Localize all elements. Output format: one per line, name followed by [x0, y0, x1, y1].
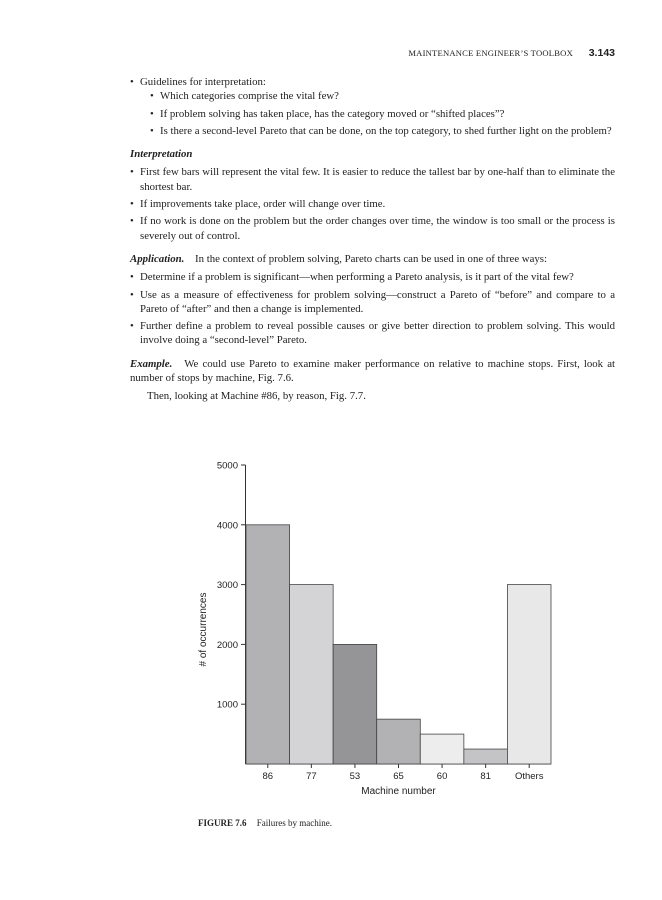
- y-tick-label: 4000: [216, 520, 238, 532]
- list-item: • Is there a second-level Pareto that can be done, on the top category, to shed further light on the problem?: [150, 124, 615, 138]
- y-tick-label: 3000: [216, 580, 238, 592]
- list-item: • First few bars will represent the vital few. It is easier to reduce the tallest bar by one-half than to eliminate the shortest bar.: [130, 165, 615, 194]
- interpretation-list: [130, 165, 615, 242]
- example-text: We could use Pareto to examine maker performance on relative to machine stops. First, look at number of stops by machine, Fig. 7.6.: [130, 357, 615, 385]
- bar-65: [377, 719, 421, 764]
- x-tick-label: 86: [262, 771, 274, 782]
- figure-caption: [198, 818, 332, 828]
- pareto-chart: [180, 455, 580, 805]
- application-text: In the context of problem solving, Pareto charts can be used in one of three ways:: [195, 252, 547, 265]
- list-item: • Further define a problem to reveal possible causes or give better direction to problem solving. This would involve doing a “second-level” Pareto.: [130, 319, 615, 348]
- example-label: Example.: [130, 357, 173, 370]
- figure-label: FIGURE 7.6: [198, 818, 247, 828]
- x-axis-title: Machine number: [361, 786, 436, 797]
- bar-86: [246, 525, 290, 764]
- figure-caption-text: Failures by machine.: [256, 818, 332, 828]
- y-tick-label: 5000: [216, 460, 238, 472]
- application-list: [130, 270, 615, 347]
- list-item: • If problem solving has taken place, has the category moved or “shifted places”?: [150, 107, 615, 121]
- bar-81: [464, 749, 508, 764]
- interpretation-heading: Interpretation: [130, 148, 193, 161]
- page-number: 3.143: [588, 47, 615, 59]
- x-tick-label: 53: [349, 771, 361, 782]
- y-tick-label: 1000: [216, 699, 238, 711]
- guidelines-list: [130, 75, 615, 138]
- list-item: • If improvements take place, order will change over time.: [130, 197, 615, 211]
- example-paragraph: [130, 357, 615, 386]
- bar-77: [290, 585, 334, 764]
- bar-60: [420, 734, 464, 764]
- bar-Others: [507, 585, 551, 764]
- list-item: • Which categories comprise the vital few?: [150, 89, 615, 103]
- list-item: • Use as a measure of effectiveness for problem solving—construct a Pareto of “before” and compare to a Pareto of “after” and then a change is implemented.: [130, 288, 615, 317]
- x-tick-label: 65: [393, 771, 404, 782]
- running-head: MAINTENANCE ENGINEER’S TOOLBOX: [408, 48, 573, 58]
- y-axis-title: # of occurrences: [198, 592, 209, 667]
- x-tick-label: 81: [480, 771, 491, 782]
- guidelines-sublist: [140, 89, 615, 138]
- bar-53: [333, 644, 377, 764]
- application-paragraph: [130, 252, 615, 266]
- example-paragraph-2: Then, looking at Machine #86, by reason, Fig. 7.7.: [147, 390, 366, 403]
- x-tick-label: Others: [514, 771, 544, 782]
- page-header: [130, 48, 615, 62]
- x-tick-label: 60: [436, 771, 448, 782]
- x-tick-label: 77: [306, 771, 317, 782]
- y-tick-label: 2000: [216, 639, 238, 651]
- guidelines-title: • Guidelines for interpretation: • Which categories comprise the vital few? • If problem solving has taken place, has the category moved or “shifted places”? • Is there a second-level Pareto that can be done, on the top category, to shed further light on the problem?: [130, 75, 615, 138]
- list-item: • Determine if a problem is significant—when performing a Pareto analysis, is it part of the vital few?: [130, 270, 615, 284]
- application-label: Application.: [130, 252, 185, 265]
- body-text: [130, 75, 615, 408]
- list-item: • If no work is done on the problem but the order changes over time, the window is too small or the process is severely out of control.: [130, 214, 615, 243]
